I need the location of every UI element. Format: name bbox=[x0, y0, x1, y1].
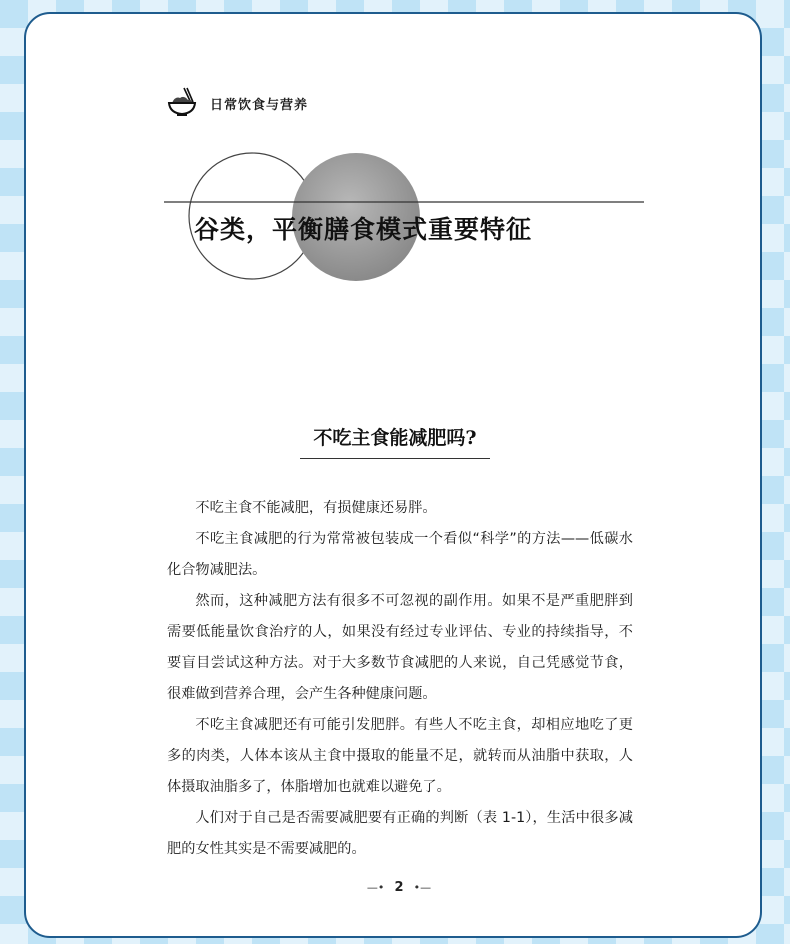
paragraph: 不吃主食减肥还有可能引发肥胖。有些人不吃主食，却相应地吃了更多的肉类，人体本该从主食中摄取的能量不足，就转而从油脂中获取，人体摄取油脂多了，体脂增加也就难以避免了。 bbox=[167, 717, 633, 795]
page-number: 2 bbox=[394, 880, 404, 895]
page-footer bbox=[359, 880, 439, 895]
running-title: 日常饮食与营养 bbox=[210, 98, 309, 113]
section-title-underline bbox=[300, 458, 490, 459]
paragraph: 然而，这种减肥方法有很多不可忽视的副作用。如果不是严重肥胖到需要低能量饮食治疗的人，如果没有经过专业评估、专业的持续指导，不要盲目尝试这种方法。对于大多数节食减肥的人来说，自己凭感觉节食，很难做到营养合理，会产生各种健康问题。 bbox=[167, 593, 633, 702]
paragraph: 不吃主食减肥的行为常常被包装成一个看似“科学”的方法——低碳水化合物减肥法。 bbox=[167, 531, 633, 578]
running-header bbox=[166, 86, 386, 118]
body-text bbox=[167, 493, 633, 865]
chapter-title: 谷类，平衡膳食模式重要特征 bbox=[194, 215, 533, 244]
rice-bowl-icon bbox=[166, 86, 198, 118]
paragraph: 不吃主食不能减肥，有损健康还易胖。 bbox=[195, 500, 437, 516]
footer-dash-left: —• bbox=[366, 881, 385, 894]
paragraph: 人们对于自己是否需要减肥要有正确的判断（表 1-1），生活中很多减肥的女性其实是不需要减肥的。 bbox=[167, 810, 633, 857]
section-title: 不吃主食能减肥吗? bbox=[313, 427, 477, 449]
book-page bbox=[24, 12, 762, 938]
footer-dash-right: •— bbox=[413, 881, 432, 894]
